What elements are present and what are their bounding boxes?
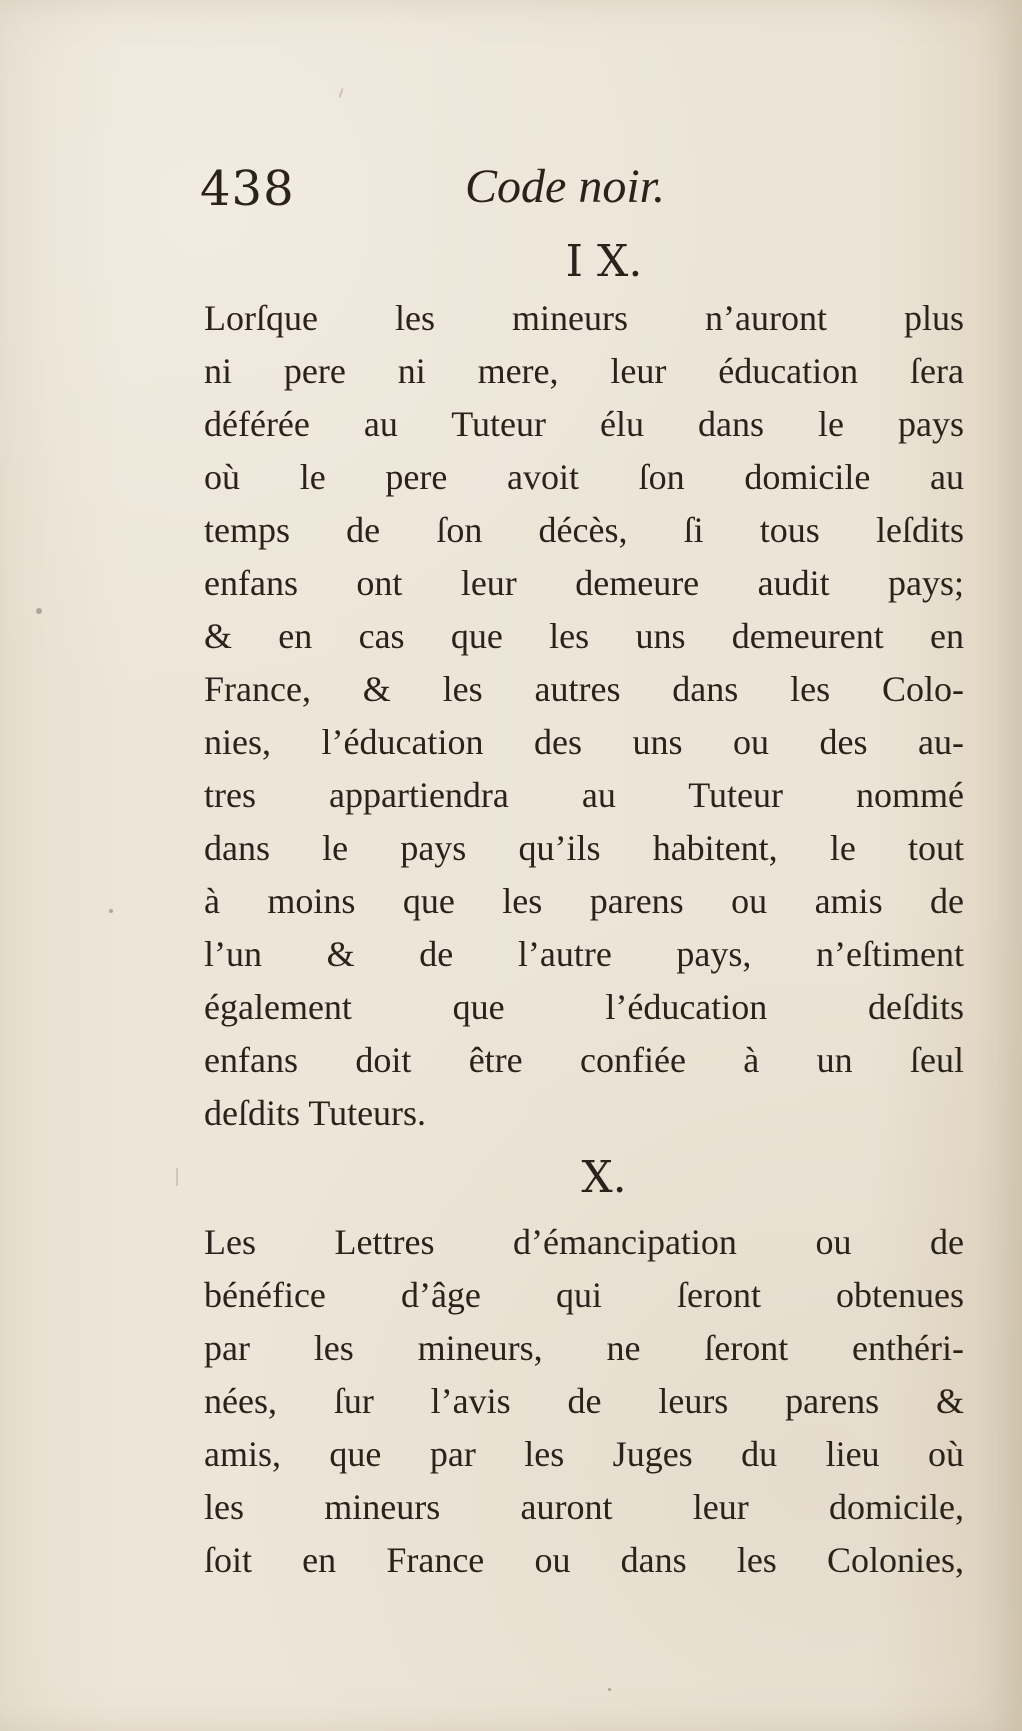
- text-line: les mineurs auront leur domicile,: [204, 1487, 964, 1527]
- text-line: amis, que par les Juges du lieu où: [204, 1434, 964, 1474]
- text-line: Lorſque les mineurs n’auront plus: [204, 298, 964, 338]
- paper-speck: [36, 608, 42, 614]
- page-header: [200, 160, 960, 235]
- text-line: enfans ont leur demeure audit pays;: [204, 563, 964, 603]
- text-line: où le pere avoit ſon domicile au: [204, 457, 964, 497]
- text-line: ni pere ni mere, leur éducation ſera: [204, 351, 964, 391]
- article-number: X.: [581, 1152, 627, 1203]
- paper-speck: [109, 909, 113, 913]
- text-line: l’un & de l’autre pays, n’eſtiment: [204, 934, 964, 974]
- article-paragraph: [204, 1216, 964, 1587]
- page-text: [204, 236, 964, 1587]
- paper-speck: [176, 1168, 178, 1186]
- page-number: 438: [200, 161, 295, 217]
- text-line: déférée au Tuteur élu dans le pays: [204, 404, 964, 444]
- text-line: nées, ſur l’avis de leurs parens &: [204, 1381, 964, 1421]
- text-line: & en cas que les uns demeurent en: [204, 616, 964, 656]
- text-line: France, & les autres dans les Colo-: [204, 669, 964, 709]
- text-line: à moins que les parens ou amis de: [204, 881, 964, 921]
- text-line: deſdits Tuteurs.: [204, 1093, 427, 1133]
- text-line: par les mineurs, ne ſeront enthéri-: [204, 1328, 964, 1368]
- text-line: temps de ſon décès, ſi tous leſdits: [204, 510, 964, 550]
- text-line: bénéfice d’âge qui ſeront obtenues: [204, 1275, 964, 1315]
- text-line: Les Lettres d’émancipation ou de: [204, 1222, 964, 1262]
- text-line: ſoit en France ou dans les Colonies,: [204, 1540, 964, 1580]
- text-line: dans le pays qu’ils habitent, le tout: [204, 828, 964, 868]
- text-line: également que l’éducation deſdits: [204, 987, 964, 1027]
- running-title: Code noir.: [465, 160, 666, 213]
- paper-speck: [608, 1688, 611, 1691]
- article-paragraph: [204, 292, 964, 1140]
- text-line: nies, l’éducation des uns ou des au-: [204, 722, 964, 762]
- article-number: I X.: [565, 236, 643, 287]
- paper-speck: [338, 88, 343, 98]
- text-line: tres appartiendra au Tuteur nommé: [204, 775, 964, 815]
- text-line: enfans doit être confiée à un ſeul: [204, 1040, 964, 1080]
